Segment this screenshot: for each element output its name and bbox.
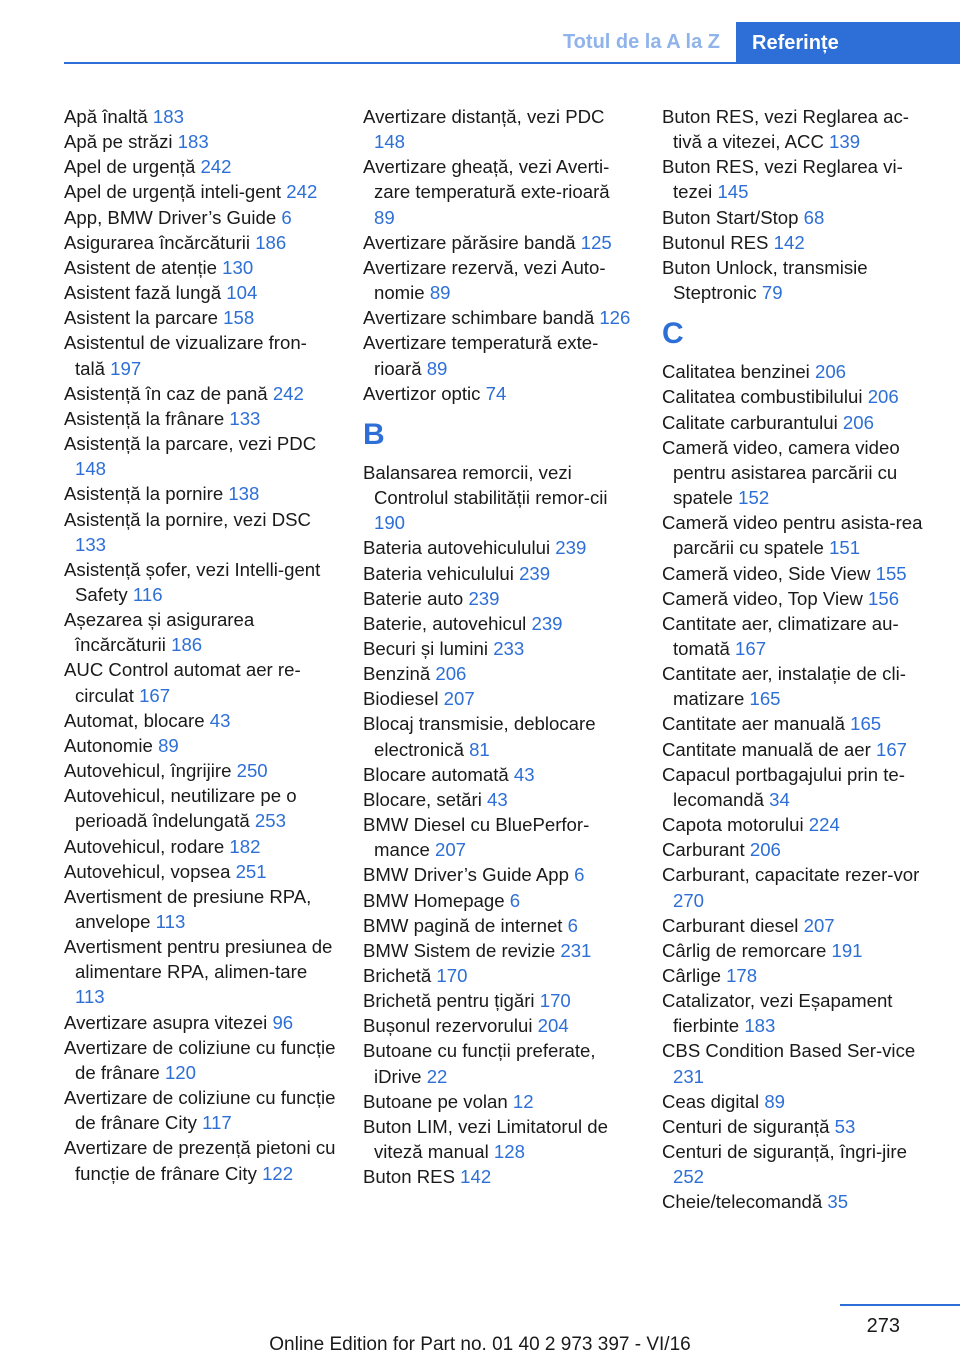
header-rule [64, 62, 960, 64]
index-entry-text: Avertizare rezervă, vezi Auto‐nomie [363, 256, 606, 304]
index-entry-page-link[interactable]: 250 [236, 760, 268, 782]
index-entry-text: App, BMW Driver’s Guide [64, 206, 277, 228]
index-entry-text: Asistentul de vizualizare fron‐tală [64, 332, 307, 379]
index-entry-text: Automat, blocare [64, 709, 205, 731]
index-entry [662, 1089, 934, 1114]
index-entry-page-link[interactable]: 34 [769, 788, 790, 810]
index-entry [64, 305, 336, 330]
index-entry-text: Avertizare de prezență pietoni cu funcție de frânare City [64, 1137, 336, 1184]
index-entry-page-link[interactable]: 183 [177, 131, 209, 153]
index-entry [662, 510, 934, 560]
index-entry-text: AUC Control automat aer re‐circulat [64, 659, 301, 706]
index-entry-text: Apel de urgență inteli‐gent [64, 181, 282, 203]
index-entry-page-link[interactable]: 116 [132, 583, 163, 605]
index-entry [64, 330, 336, 380]
index-entry-text: Avertizare de coliziune cu funcție de frânare [64, 1036, 336, 1083]
footer-rule [840, 1304, 960, 1306]
index-entry-text: Avertizare schimbare bandă [363, 307, 595, 329]
index-entry [64, 758, 336, 783]
index-entry-page-link[interactable]: 207 [803, 914, 835, 936]
index-entry [64, 507, 336, 557]
index-entry-text: Asistență în caz de pană [64, 382, 268, 404]
index-entry-page-link[interactable]: 167 [139, 684, 171, 706]
index-entry-text: Așezarea și asigurarea încărcăturii [64, 609, 255, 656]
index-entry-page-link[interactable]: 239 [531, 612, 563, 634]
index-entry [64, 481, 336, 506]
index-column-1 [64, 104, 336, 1186]
index-entry [64, 381, 336, 406]
index-entry-page-link[interactable]: 242 [200, 156, 232, 178]
index-entry [64, 884, 336, 934]
index-entry-page-link[interactable]: 152 [738, 487, 770, 509]
index-entry-page-link[interactable]: 89 [764, 1090, 786, 1112]
index-entry [662, 812, 934, 837]
index-entry [662, 104, 934, 154]
index-entry [64, 129, 336, 154]
index-entry-page-link[interactable]: 89 [426, 357, 448, 379]
index-entry-page-link[interactable]: 191 [831, 939, 863, 961]
index-entry-text: Brichetă [363, 965, 432, 986]
index-entry-text: Bușonul rezervorului [363, 1015, 533, 1037]
index-entry [64, 1010, 336, 1035]
index-entry-text: Avertizare părăsire bandă [363, 231, 576, 253]
index-entry-text: Asigurarea încărcăturii [64, 231, 251, 253]
index-entry-text: Apă pe străzi [64, 131, 173, 153]
index-entry-page-link[interactable]: 242 [272, 382, 304, 404]
index-entry [363, 862, 635, 887]
index-entry [662, 1114, 934, 1139]
index-entry-text: Avertizare distanță, vezi PDC [363, 106, 605, 127]
index-entry-page-link[interactable]: 104 [226, 282, 258, 304]
index-entry [363, 913, 635, 938]
index-entry-page-link[interactable]: 89 [429, 282, 451, 304]
index-entry-page-link[interactable]: 242 [286, 181, 318, 203]
index-entry-text: Capacul portbagajului prin te‐lecomandă [662, 763, 905, 810]
index-entry-text: Avertizare temperatură exte‐rioară [363, 332, 599, 379]
index-entry-text: Buton LIM, vezi Limitatorul de viteză manual [363, 1115, 608, 1163]
index-entry-page-link[interactable]: 43 [513, 763, 535, 785]
index-entry-page-link[interactable]: 117 [202, 1112, 232, 1134]
index-entry [662, 711, 934, 736]
index-entry [64, 783, 336, 833]
index-entry-text: Cantitate manuală de aer [662, 738, 871, 760]
index-entry-text: Asistență la frânare [64, 407, 225, 429]
index-entry [64, 834, 336, 859]
footer-edition: Online Edition for Part no. 01 40 2 973 397 - VI/16 [269, 1334, 691, 1355]
index-entry-page-link[interactable]: 270 [673, 889, 705, 911]
index-entry-page-link[interactable]: 165 [850, 713, 882, 735]
index-entry-page-link[interactable]: 130 [222, 256, 254, 278]
index-entry [662, 1038, 934, 1088]
index-entry-page-link[interactable]: 96 [272, 1011, 294, 1033]
index-entry [363, 1114, 635, 1164]
index-entry [662, 611, 934, 661]
index-entry-page-link[interactable]: 197 [110, 357, 142, 379]
index-entry-text: Autovehicul, neutilizare pe o perioadă îndelungată [64, 785, 297, 832]
index-entry [662, 938, 934, 963]
index-entry [64, 607, 336, 657]
index-letter-heading: B [363, 417, 385, 451]
index-entry [363, 381, 635, 406]
index-entry-text: Cârlige [662, 965, 721, 986]
index-entry [363, 1164, 635, 1189]
index-column-3 [662, 104, 934, 1215]
index-entry-text: Biodiesel [363, 688, 439, 710]
index-entry-text: Carburant [662, 839, 745, 861]
header-tab-references[interactable]: Referințe [736, 22, 960, 64]
index-entry-page-link[interactable]: 113 [75, 986, 105, 1008]
index-entry [363, 988, 635, 1013]
index-entry [363, 611, 635, 636]
index-entry [64, 733, 336, 758]
index-entry-page-link[interactable]: 252 [673, 1166, 705, 1188]
index-entry-text: Bateria autovehiculului [363, 537, 551, 559]
index-entry-text: Autonomie [64, 734, 153, 756]
index-entry-text: Calitatea combustibilului [662, 386, 863, 408]
index-entry-page-link[interactable]: 89 [374, 206, 395, 228]
index-entry-text: Butoane pe volan [363, 1090, 508, 1112]
index-entry-text: Cameră video, Top View [662, 587, 863, 609]
index-entry [64, 1085, 336, 1135]
index-entry-page-link[interactable]: 113 [155, 911, 186, 932]
index-entry-text: Cameră video pentru asista‐rea parcării cu spatele [662, 512, 923, 559]
index-entry-page-link[interactable]: 233 [493, 637, 525, 659]
index-entry-page-link[interactable]: 142 [773, 231, 805, 253]
index-entry-text: Buton Start/Stop [662, 206, 799, 228]
index-entry-text: Brichetă pentru țigări [363, 990, 535, 1012]
index-entry-text: Autovehicul, rodare [64, 835, 225, 857]
index-letter-heading: C [662, 317, 684, 351]
index-entry-text: Baterie, autovehicul [363, 612, 527, 634]
index-entry [64, 255, 336, 280]
index-entry [64, 230, 336, 255]
index-entry-text: Buton RES, vezi Reglarea vi‐tezei [662, 156, 903, 203]
index-entry-text: Apă înaltă [64, 106, 148, 127]
index-entry [64, 154, 336, 179]
index-entry-text: Avertizare gheață, vezi Averti‐zare temperatură exte‐rioară [363, 156, 610, 203]
index-entry-text: Asistență la parcare, vezi PDC [64, 433, 317, 455]
page-number: 273 [866, 1315, 900, 1337]
index-entry-page-link[interactable]: 224 [808, 814, 840, 836]
index-entry-text: Cantitate aer, instalație de cli‐matizare [662, 663, 906, 710]
index-entry-page-link[interactable]: 253 [254, 810, 286, 832]
index-entry-text: Centuri de siguranță, îngri‐jire [662, 1141, 907, 1163]
index-entry [64, 934, 336, 1009]
index-entry [662, 737, 934, 762]
index-entry [64, 557, 336, 607]
index-entry [363, 586, 635, 611]
index-entry-page-link[interactable]: 120 [164, 1061, 196, 1083]
index-entry-page-link[interactable]: 170 [539, 990, 571, 1012]
index-entry [64, 406, 336, 431]
index-entry-page-link[interactable]: 148 [75, 458, 107, 480]
index-entry-text: Avertisment pentru presiunea de alimentare RPA, alimen‐tare [64, 936, 333, 983]
index-entry [662, 586, 934, 611]
index-entry [662, 561, 934, 586]
index-entry [64, 657, 336, 707]
index-entry-page-link[interactable]: 22 [426, 1065, 448, 1087]
index-entry-page-link[interactable]: 239 [555, 537, 587, 559]
index-entry-page-link[interactable]: 133 [229, 407, 261, 429]
index-entry [64, 104, 336, 129]
index-entry-page-link[interactable]: 239 [468, 587, 500, 609]
index-entry-text: Catalizator, vezi Eșapament fierbinte [662, 990, 893, 1037]
index-entry-page-link[interactable]: 231 [673, 1065, 705, 1087]
index-entry [363, 460, 635, 535]
index-entry-text: Avertizare de coliziune cu funcție de frânare City [64, 1087, 336, 1134]
index-entry [662, 154, 934, 204]
index-entry [64, 708, 336, 733]
index-entry-page-link[interactable]: 167 [735, 637, 767, 659]
index-entry-page-link[interactable]: 156 [868, 587, 900, 609]
index-entry [662, 1189, 934, 1214]
index-entry-page-link[interactable]: 204 [537, 1015, 569, 1037]
index-entry [363, 230, 635, 255]
index-entry-page-link[interactable]: 142 [460, 1166, 492, 1188]
index-entry [363, 686, 635, 711]
index-entry-page-link[interactable]: 6 [567, 914, 578, 936]
header-section-title: Totul de la A la Z [562, 31, 720, 53]
index-entry-page-link[interactable]: 133 [75, 533, 107, 555]
index-entry-page-link[interactable]: 68 [803, 206, 825, 228]
index-entry [64, 205, 336, 230]
index-entry-text: Blocare automată [363, 763, 509, 785]
index-entry-page-link[interactable]: 206 [842, 411, 874, 433]
index-entry [662, 384, 934, 409]
index-entry-text: Avertizor optic [363, 382, 481, 404]
index-entry-text: Apel de urgență [64, 156, 196, 178]
index-entry-text: BMW Sistem de revizie [363, 939, 556, 961]
index-entry-text: Buton RES [363, 1166, 455, 1188]
index-entry-page-link[interactable]: 251 [235, 860, 267, 882]
index-entry-text: Cantitate aer manuală [662, 713, 845, 735]
index-entry [662, 435, 934, 510]
index-entry [363, 104, 635, 154]
index-entry [363, 711, 635, 761]
index-entry [64, 859, 336, 884]
index-entry [662, 410, 934, 435]
index-entry-page-link[interactable]: 183 [152, 106, 184, 127]
index-entry [64, 1135, 336, 1185]
index-entry [363, 255, 635, 305]
index-entry-page-link[interactable]: 81 [469, 738, 490, 760]
index-entry-text: Centuri de siguranță [662, 1115, 830, 1137]
index-entry-text: Asistent fază lungă [64, 282, 222, 304]
index-entry [64, 431, 336, 481]
index-entry [363, 305, 635, 330]
index-entry-text: Asistență la pornire [64, 483, 224, 505]
index-entry-page-link[interactable]: 148 [374, 131, 406, 153]
index-entry-text: Bateria vehiculului [363, 562, 514, 584]
index-entry-text: Autovehicul, vopsea [64, 860, 231, 882]
index-entry-text: Cantitate aer, climatizare au‐tomată [662, 612, 899, 659]
index-entry-page-link[interactable]: 138 [228, 483, 260, 505]
index-entry-text: CBS Condition Based Ser‐vice [662, 1040, 916, 1062]
index-entry [662, 963, 934, 988]
index-entry-text: BMW Driver’s Guide App [363, 864, 569, 886]
index-entry-page-link[interactable]: 206 [749, 839, 781, 861]
index-entry-text: Cârlig de remorcare [662, 939, 827, 961]
index-entry-text: Cameră video, Side View [662, 562, 871, 584]
index-entry-page-link[interactable]: 35 [827, 1191, 849, 1213]
index-entry-text: Becuri și lumini [363, 637, 489, 659]
index-entry-page-link[interactable]: 183 [744, 1015, 776, 1037]
index-entry-page-link[interactable]: 186 [171, 634, 203, 656]
index-entry-text: Baterie auto [363, 587, 464, 609]
index-entry-page-link[interactable]: 6 [574, 864, 585, 886]
index-entry-page-link[interactable]: 155 [875, 562, 907, 584]
index-entry-page-link[interactable]: 89 [158, 734, 179, 756]
index-entry [363, 888, 635, 913]
index-entry [662, 837, 934, 862]
index-entry-page-link[interactable]: 186 [255, 231, 287, 253]
index-entry [363, 561, 635, 586]
index-entry-page-link[interactable]: 74 [485, 382, 507, 404]
index-entry-page-link[interactable]: 151 [829, 537, 861, 559]
index-entry-page-link[interactable]: 207 [443, 688, 475, 710]
index-entry [662, 988, 934, 1038]
index-entry-page-link[interactable]: 125 [580, 231, 612, 253]
index-entry-text: Calitatea benzinei [662, 361, 810, 383]
index-entry-text: Autovehicul, îngrijire [64, 760, 232, 782]
index-entry [363, 154, 635, 229]
index-entry [662, 661, 934, 711]
index-entry-text: BMW pagină de internet [363, 914, 563, 936]
index-entry-page-link[interactable]: 206 [435, 663, 467, 685]
index-entry [363, 1013, 635, 1038]
index-entry-page-link[interactable]: 12 [512, 1090, 534, 1112]
index-entry [662, 862, 934, 912]
index-entry [363, 938, 635, 963]
index-entry-text: Buton Unlock, transmisie Steptronic [662, 256, 868, 304]
index-entry-text: Avertisment de presiune RPA, anvelope [64, 885, 312, 932]
index-entry [363, 330, 635, 380]
index-entry [363, 762, 635, 787]
index-entry [363, 1038, 635, 1088]
index-entry-text: Blocaj transmisie, deblocare electronică [363, 713, 596, 760]
index-entry-page-link[interactable]: 79 [761, 282, 783, 304]
index-entry-page-link[interactable]: 207 [434, 839, 467, 861]
index-entry-page-link[interactable]: 145 [717, 181, 749, 203]
index-entry [363, 661, 635, 686]
index-entry-text: Blocare, setări [363, 788, 482, 810]
index-entry-page-link[interactable]: 122 [262, 1162, 294, 1184]
index-entry [662, 255, 934, 305]
index-entry-page-link[interactable]: 126 [599, 307, 631, 329]
index-entry-page-link[interactable]: 53 [834, 1115, 856, 1137]
index-entry [662, 205, 934, 230]
index-entry [662, 359, 934, 384]
index-entry-text: Asistent de atenție [64, 256, 217, 278]
index-entry-text: Butonul RES [662, 231, 769, 253]
index-entry [363, 812, 635, 862]
index-entry-page-link[interactable]: 170 [436, 965, 468, 986]
index-entry [363, 963, 635, 988]
index-entry-text: Avertizare asupra vitezei [64, 1011, 268, 1033]
index-entry-text: Carburant diesel [662, 914, 799, 936]
index-entry [363, 636, 635, 661]
index-entry [363, 787, 635, 812]
index-entry [363, 535, 635, 560]
index-entry-text: Cheie/telecomandă [662, 1191, 823, 1213]
index-entry-page-link[interactable]: 43 [209, 709, 231, 731]
index-entry-page-link[interactable]: 239 [519, 562, 551, 584]
index-entry-text: Ceas digital [662, 1090, 760, 1112]
index-entry-page-link[interactable]: 206 [867, 386, 899, 408]
index-entry-text: Buton RES, vezi Reglarea ac‐tivă a vitezei, ACC [662, 106, 910, 153]
index-entry-page-link[interactable]: 231 [560, 939, 592, 961]
index-entry-page-link[interactable]: 6 [509, 889, 521, 911]
index-entry-text: Carburant, capacitate rezer‐vor [662, 864, 920, 886]
index-entry-text: Capota motorului [662, 814, 804, 836]
index-entry-text: Balansarea remorcii, vezi Controlul stabilității remor‐cii [363, 461, 608, 509]
index-column-2 [363, 104, 635, 1189]
index-entry [64, 1035, 336, 1085]
index-entry-page-link[interactable]: 139 [829, 131, 861, 153]
index-entry-text: Cameră video, camera video pentru asistarea parcării cu spatele [662, 436, 900, 509]
index-entry-page-link[interactable]: 167 [875, 738, 908, 760]
index-entry-page-link[interactable]: 158 [223, 307, 255, 329]
index-entry-page-link[interactable]: 190 [374, 512, 406, 534]
index-entry-page-link[interactable]: 165 [749, 688, 781, 710]
index-entry-text: BMW Diesel cu BluePerfor‐mance [363, 814, 590, 861]
index-entry-page-link[interactable]: 128 [493, 1141, 525, 1163]
index-entry-text: Calitate carburantului [662, 411, 838, 433]
index-entry-text: Butoane cu funcții preferate, iDrive [363, 1040, 596, 1087]
index-entry [662, 1139, 934, 1189]
index-entry [363, 1089, 635, 1114]
index-entry-page-link[interactable]: 6 [281, 206, 292, 228]
index-entry [64, 280, 336, 305]
index-entry-page-link[interactable]: 206 [815, 361, 847, 383]
index-entry-page-link[interactable]: 182 [229, 835, 261, 857]
index-entry-page-link[interactable]: 178 [726, 965, 758, 986]
index-entry [64, 179, 336, 204]
index-entry-text: BMW Homepage [363, 889, 505, 911]
index-entry [662, 230, 934, 255]
index-entry [662, 913, 934, 938]
index-entry-text: Asistent la parcare [64, 307, 218, 329]
index-entry-text: Asistență șofer, vezi Intelli‐gent Safety [64, 558, 321, 605]
index-entry-text: Asistență la pornire, vezi DSC [64, 508, 311, 530]
index-entry-page-link[interactable]: 43 [487, 788, 508, 810]
index-entry-text: Benzină [363, 663, 431, 685]
index-entry [662, 762, 934, 812]
